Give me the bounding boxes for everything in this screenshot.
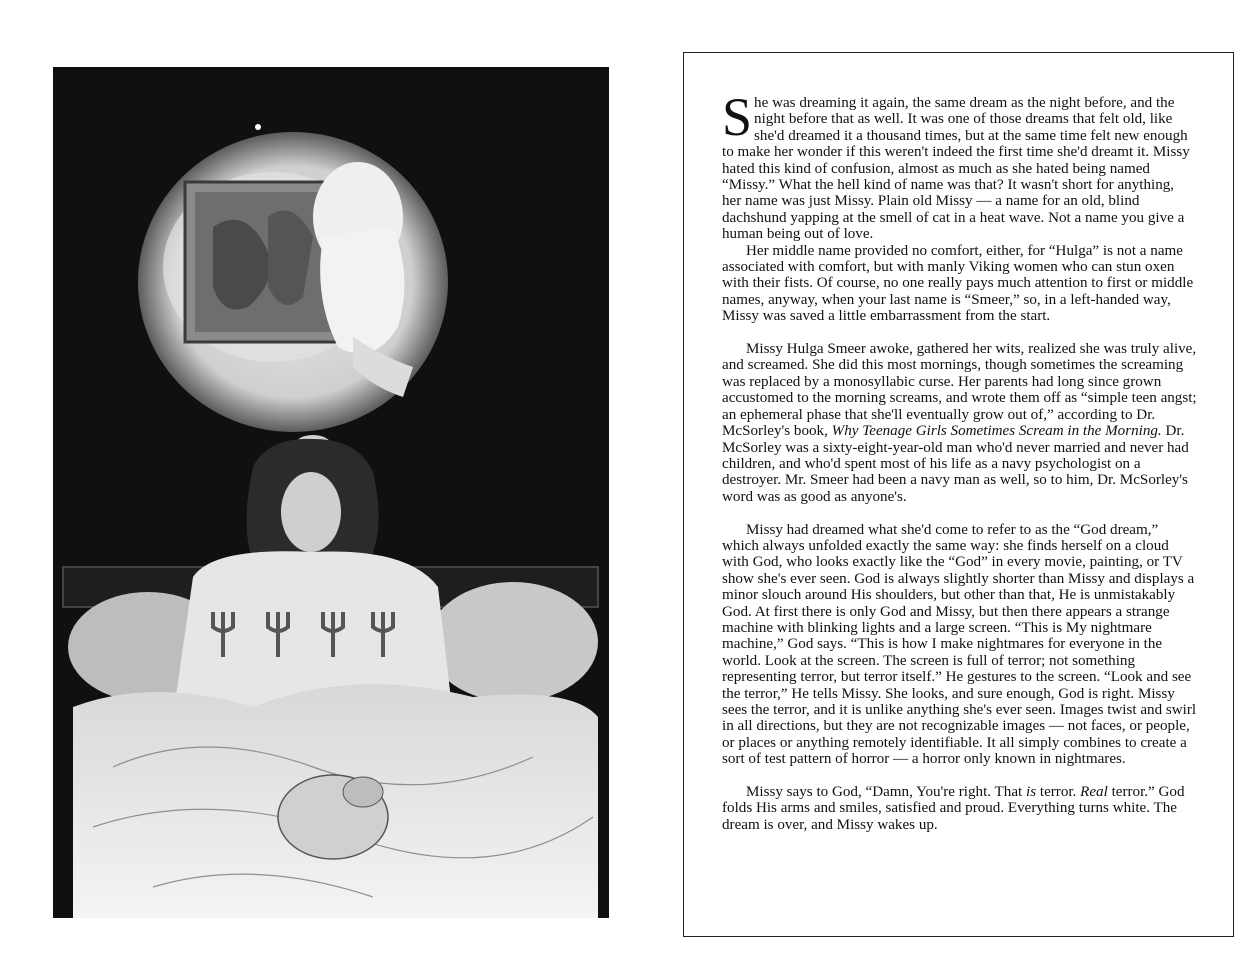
book-title: Why Teenage Girls Sometimes Scream in the Morning.: [831, 423, 1162, 440]
dream-illustration: [53, 67, 609, 918]
paragraph-2: Her middle name provided no comfort, either, for “Hulga” is not a name associated with comfort, but with manly Viking women who can stun oxen with their fists. Of course, no one really pays much attention to first or middle names, anyway, when your last name is “Smeer,” so, in a left-handed way, Missy was saved a little embarrassment from the start.: [722, 242, 1194, 325]
paragraph-1-text: he was dreaming it again, the same dream as the night before, and the night before that as well. It was one of those dreams that felt old, like she'd dreamed it a thousand times, but at the same time felt new enough to make her wonder if this weren't indeed the first time she'd dreamt it. Missy hated this kind of confusion, almost as much as she hated being named “Missy.” What the hell kind of name was that? It wasn't short for anything, her name was just Missy. Plain old Missy — a name for an old, blind dachshund yapping at the smell of cat in a heat wave. Not a name you give a human being out of love.: [722, 95, 1190, 243]
paragraph-5-text-a: Missy says to God, “Damn, You're right. That: [746, 784, 1023, 801]
paragraph-4: Missy had dreamed what she'd come to refer to as the “God dream,” which always unfolded exactly the same way: she finds herself on a cloud with God, who looks exactly like the “God” in every movie, painting, or TV show she's ever seen. God is always slightly shorter than Missy and displays a minor slouch around His shoulders, but other than that, He is unmistakably God. At first there is only God and Missy, but then there appears a strange machine with blinking lights and a large screen. “This is My nightmare machine,” God says. “This is how I make nightmares for everyone in the world. Look at the screen. The screen is full of terror; not something representing terror, but terror itself.” He gestures to the screen. “Look and see the terror,” He tells Missy. She looks, and sure enough, God is right. Missy sees the terror, and it is unlike anything she's ever seen. Images twist and swirl in all directions, but they are not recognizable images — not faces, or people, or places or anything remotely identifiable. It all simply combines to create a sort of test pattern of horror — a horror only known in nightmares.: [722, 521, 1197, 768]
paragraph-5-text-c: terror.” God folds His arms and smiles, satisfied and proud. Everything turns white. The dream is over, and Missy wakes up.: [722, 784, 1185, 833]
story-text: [722, 87, 1197, 833]
paragraph-1: [722, 87, 1197, 243]
pillow-right: [428, 582, 598, 702]
paragraph-3-text-a: Missy Hulga Smeer awoke, gathered her wits, realized she was truly alive, and screamed. She did this most mornings, though sometimes the screaming was replaced by a monosyllabic curse. Her parents had long since grown accustomed to the morning screams, and wrote them off as “simple teen angst; an ephemeral phase that she'll eventually grow out of,” according to Dr. McSorley's book,: [722, 341, 1197, 440]
paragraph-5: [722, 784, 1197, 833]
illustration-panel: [53, 67, 609, 918]
god-figure-beard: [320, 227, 404, 354]
drop-cap: S: [722, 87, 753, 147]
paragraph-3-text-b: Dr. McSorley was a sixty-eight-year-old man who'd never married and never had children, and who'd spent most of his life as a navy psychologist on a destroyer. Mr. Smeer had been a navy man as well, so to him, Dr. McSorley's word was as good as anyone's.: [722, 423, 1189, 505]
emphasis-real: Real: [1080, 784, 1108, 801]
paragraph-5-text-b: terror.: [1039, 784, 1077, 801]
girl-face: [281, 472, 341, 552]
emphasis-is: is: [1026, 784, 1037, 801]
paragraph-3: [722, 341, 1197, 505]
